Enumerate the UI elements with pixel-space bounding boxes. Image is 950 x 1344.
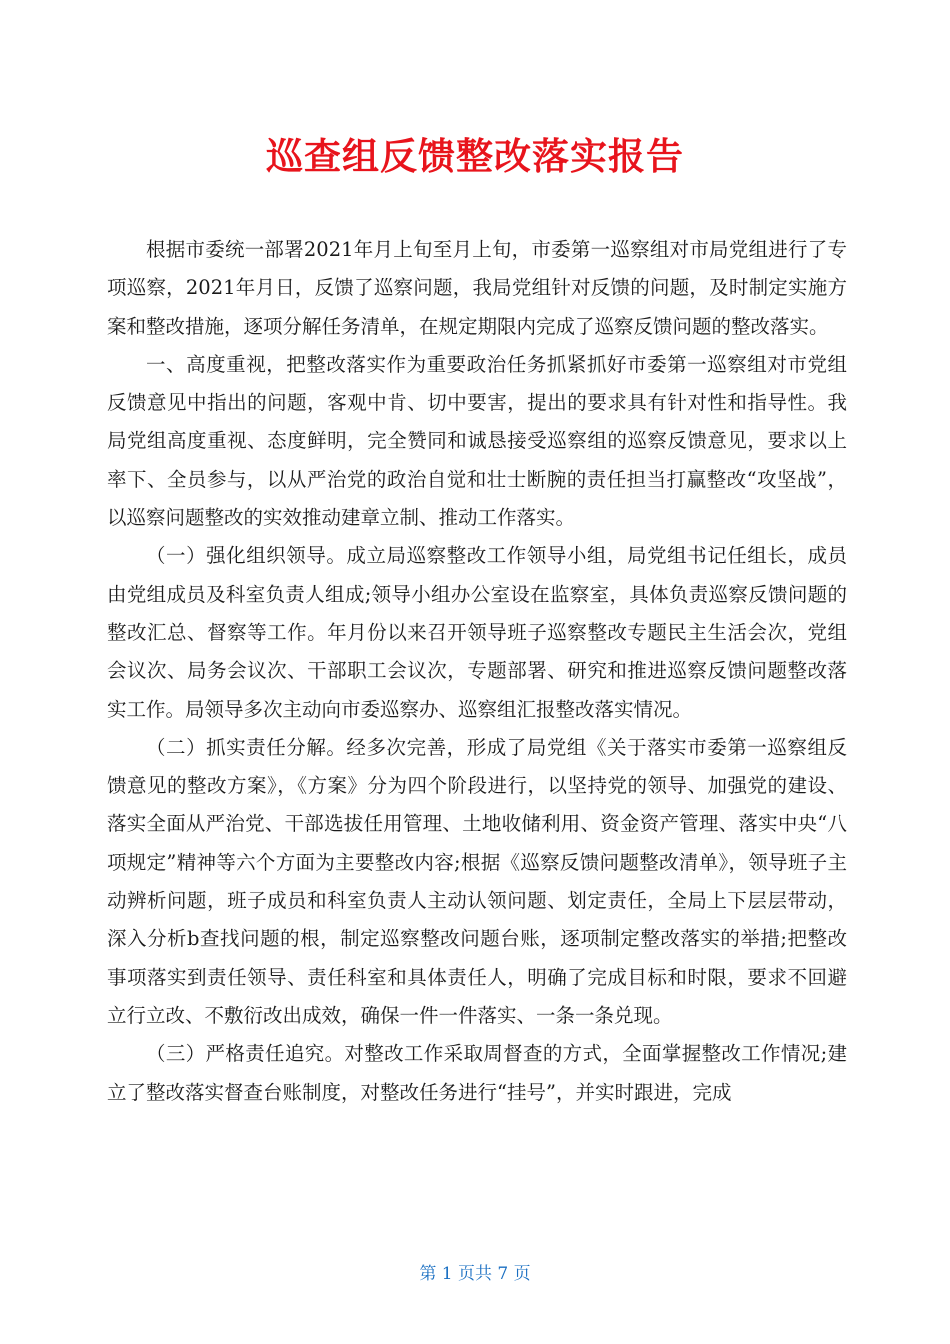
document-body <box>107 231 847 1112</box>
paragraph-subsection-2: （二）抓实责任分解。经多次完善，形成了局党组《关于落实市委第一巡察组反馈意见的整改方案》，《方案》分为四个阶段进行，以坚持党的领导、加强党的建设、落实全面从严治党、干部选拔任用管理、土地收储利用、资金资产管理、落实中央“八项规定”精神等六个方面为主要整改内容;根据《巡察反馈问题整改清单》，领导班子主动辨析问题，班子成员和科室负责人主动认领问题、划定责任，全局上下层层带动，深入分析b查找问题的根，制定巡察整改问题台账，逐项制定整改落实的举措;把整改事项落实到责任领导、责任科室和具体责任人，明确了完成目标和时限，要求不回避立行立改、不敷衍改出成效，确保一件一件落实、一条一条兑现。 <box>107 735 847 1027</box>
paragraph-subsection-1: （一）强化组织领导。成立局巡察整改工作领导小组，局党组书记任组长，成员由党组成员及科室负责人组成;领导小组办公室设在监察室，具体负责巡察反馈问题的整改汇总、督察等工作。年月份以来召开领导班子巡察整改专题民主生活会次，党组会议次、局务会议次、干部职工会议次，专题部署、研究和推进巡察反馈问题整改落实工作。局领导多次主动向市委巡察办、巡察组汇报整改落实情况。 <box>107 544 847 721</box>
paragraph-section-1: 一、高度重视，把整改落实作为重要政治任务抓紧抓好市委第一巡察组对市党组反馈意见中指出的问题，客观中肯、切中要害，提出的要求具有针对性和指导性。我局党组高度重视、态度鲜明，完全赞同和诚恳接受巡察组的巡察反馈意见，要求以上率下、全员参与，以从严治党的政治自觉和壮士断腕的责任担当打赢整改“攻坚战”，以巡察问题整改的实效推动建章立制、推动工作落实。 <box>107 352 847 530</box>
document-title: 巡查组反馈整改落实报告 <box>266 134 684 178</box>
paragraph-subsection-3: （三）严格责任追究。对整改工作采取周督查的方式，全面掌握整改工作情况;建立了整改落实督查台账制度，对整改任务进行“挂号”，并实时跟进，完成 <box>107 1042 847 1104</box>
paragraph-intro: 根据市委统一部署2021年月上旬至月上旬，市委第一巡察组对市局党组进行了专项巡察，2021年月日，反馈了巡察问题，我局党组针对反馈的问题，及时制定实施方案和整改措施，逐项分解任务清单，在规定期限内完成了巡察反馈问题的整改落实。 <box>107 238 847 338</box>
page-number-footer: 第 1 页共 7 页 <box>419 1264 531 1284</box>
